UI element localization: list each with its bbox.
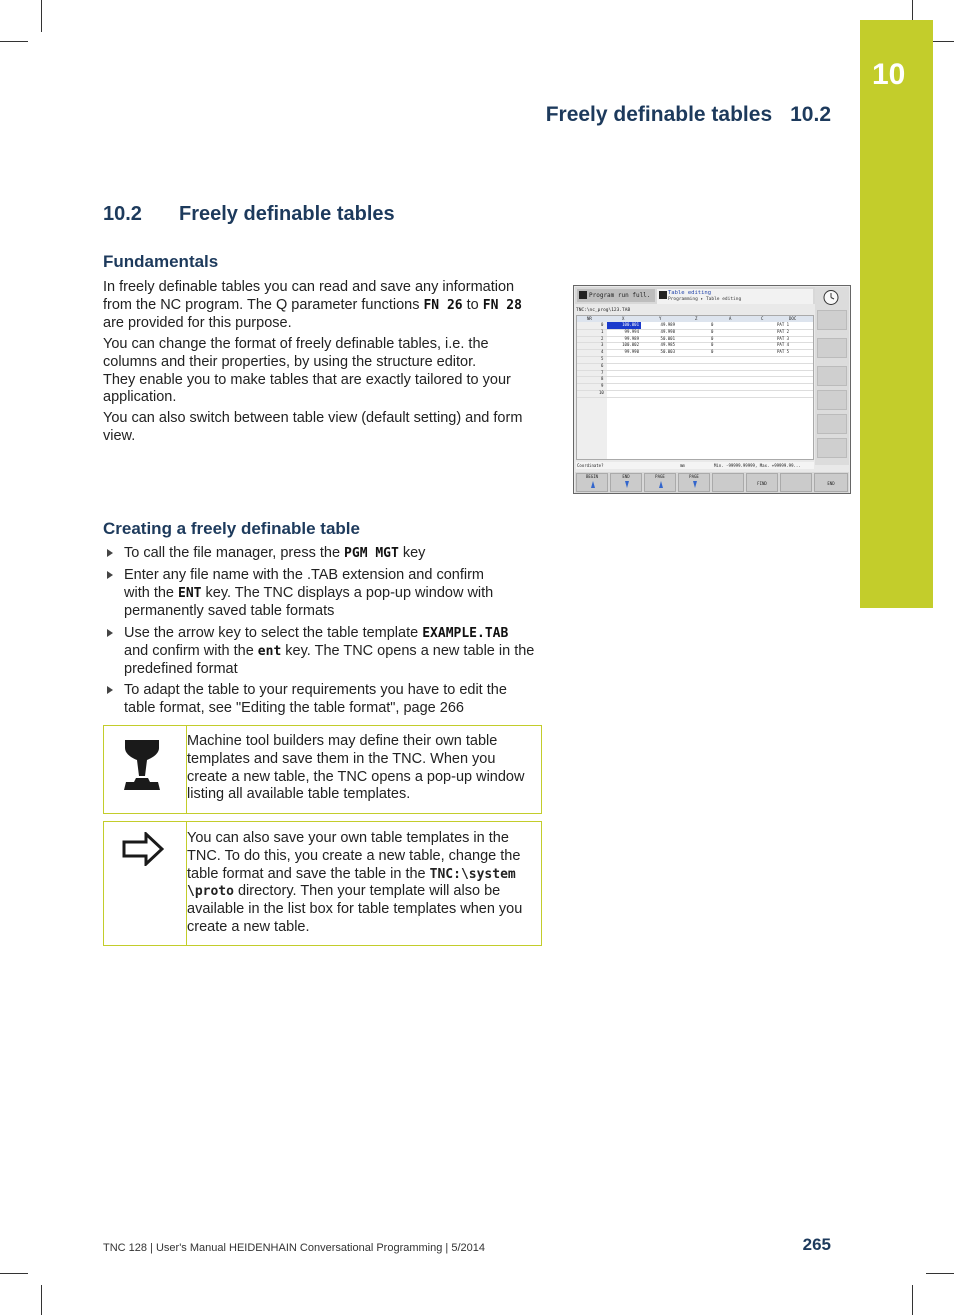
mode-icon: [579, 291, 587, 299]
screen-mode-bar: [575, 287, 815, 304]
mode-table-editing: Table editing Programming ▸ Table editing: [657, 289, 813, 304]
bullet-arrow-icon: [107, 549, 113, 557]
vertical-softkey: [817, 390, 847, 410]
table-header: NR X Y Z A C DOC: [577, 316, 813, 322]
running-header: [546, 103, 831, 127]
fundamentals-heading: Fundamentals: [103, 252, 219, 271]
vertical-softkey: [817, 338, 847, 358]
table-row: 5: [577, 356, 813, 364]
table-row: 9: [577, 383, 813, 391]
chapter-number: 10: [872, 58, 906, 91]
key-pgm-mgt: PGM MGT: [344, 546, 399, 561]
arrow-down-icon: [625, 481, 629, 488]
page-number: 265: [802, 1235, 831, 1254]
status-line: Coordinate? mm Min. -99999.99999, Max. +99999.99...: [576, 462, 814, 469]
mode-program-run: Program run full.: [577, 289, 655, 302]
note-tip-text: You can also save your own table templates in the TNC. To do this, you create a new table, change the table format and save the table in the TNC:\system \proto directory. Then your template will also be available in the list box for table templates when you create a new table.: [187, 830, 523, 935]
section-title: [103, 203, 395, 226]
fn28-term: FN 28: [482, 297, 522, 313]
table-row: 4 99.990 50.003 0 PAT 5: [577, 349, 813, 357]
softkey-bar: [575, 472, 849, 493]
path-tnc-system: TNC:\system: [429, 866, 516, 882]
step-2: Enter any file name with the .TAB extension and confirm with the ENT key. The TNC displays a pop-up window with permanently saved table formats: [103, 567, 543, 620]
table-row: 8: [577, 376, 813, 384]
bullet-arrow-icon: [107, 629, 113, 637]
path-proto: \proto: [187, 884, 234, 900]
step-4: To adapt the table to your requirements you have to edit the table format, see "Editing the table format", page 266: [103, 682, 543, 718]
softkey-empty: [712, 473, 744, 492]
vertical-softkey: [817, 414, 847, 434]
crop-mark: [912, 0, 913, 20]
table-row: 7: [577, 370, 813, 378]
fundamentals-paragraph-2: You can change the format of freely definable tables, i.e. the columns and their properties, by using the structure editor. They enable you to make tables that are exactly tailored to your application.: [103, 336, 511, 406]
footer-text: TNC 128 | User's Manual HEIDENHAIN Conversational Programming | 5/2014: [103, 1242, 485, 1254]
bullet-arrow-icon: [107, 571, 113, 579]
template-example-tab: EXAMPLE.TAB: [422, 626, 509, 641]
crop-mark: [41, 1285, 42, 1315]
table-grid: [576, 315, 814, 460]
tnc-screenshot: [573, 285, 851, 494]
table-row: 2 99.989 50.001 0 PAT 3: [577, 336, 813, 344]
softkey-empty: [780, 473, 812, 492]
vertical-softkey: [817, 310, 847, 330]
table-row: 1 99.994 49.998 0 PAT 2: [577, 329, 813, 337]
fn26-term: FN 26: [423, 297, 463, 313]
softkey-end: END: [610, 473, 642, 492]
fundamentals-paragraph-3: You can also switch between table view (default setting) and form view.: [103, 410, 523, 444]
arrow-up-icon: [591, 481, 595, 488]
table-row: 6: [577, 363, 813, 371]
section-title-text: Freely definable tables: [179, 203, 395, 225]
crop-mark: [0, 1273, 28, 1274]
softkey-page-up: PAGE: [644, 473, 676, 492]
table-row: 3 100.002 49.985 0 PAT 4: [577, 342, 813, 350]
crop-mark: [912, 1285, 913, 1315]
chapter-tab: [860, 20, 933, 608]
crop-mark: [41, 0, 42, 32]
arrow-down-icon: [693, 481, 697, 488]
softkey-find: FIND: [746, 473, 778, 492]
creating-heading: Creating a freely definable table: [103, 519, 360, 538]
step-1: To call the file manager, press the PGM MGT key: [103, 545, 543, 563]
key-ent-lower: ent: [257, 643, 282, 659]
table-row: 10: [577, 390, 813, 398]
section-number: 10.2: [103, 203, 142, 225]
running-header-section: 10.2: [790, 103, 831, 126]
machine-tool-builder-icon: [122, 738, 162, 792]
bullet-arrow-icon: [107, 686, 113, 694]
note-tip: [103, 821, 542, 946]
crop-mark: [926, 1273, 954, 1274]
running-header-title: Freely definable tables: [545, 103, 773, 126]
table-path: TNC:\nc_prog\123.TAB: [576, 308, 631, 313]
arrow-up-icon: [659, 481, 663, 488]
vertical-softkey: [817, 438, 847, 458]
screen-vertical-softkeys: [815, 287, 849, 465]
step-3: Use the arrow key to select the table template EXAMPLE.TAB and confirm with the ent key. The TNC opens a new table in the predefined format: [103, 625, 543, 678]
note-machine-builder: [103, 725, 542, 814]
clock-icon: [821, 289, 841, 306]
fundamentals-paragraph-1: In freely definable tables you can read and save any information from the NC program. The Q parameter functions FN 26 to FN 28 are provided for this purpose.: [103, 279, 522, 331]
crop-mark: [0, 41, 28, 42]
softkey-end-right: END: [814, 473, 848, 492]
softkey-begin: BEGIN: [576, 473, 608, 492]
key-ent: ENT: [178, 585, 202, 601]
mode-icon: [659, 291, 667, 299]
softkey-page-down: PAGE: [678, 473, 710, 492]
hint-arrow-icon: [122, 832, 164, 866]
note-machine-text: Machine tool builders may define their own table templates and save them in the TNC. When you create a new table, the TNC opens a pop-up window listing all available table templates.: [187, 733, 525, 803]
table-row: 0 100.001 49.989 0 PAT 1: [577, 322, 813, 330]
vertical-softkey: [817, 366, 847, 386]
